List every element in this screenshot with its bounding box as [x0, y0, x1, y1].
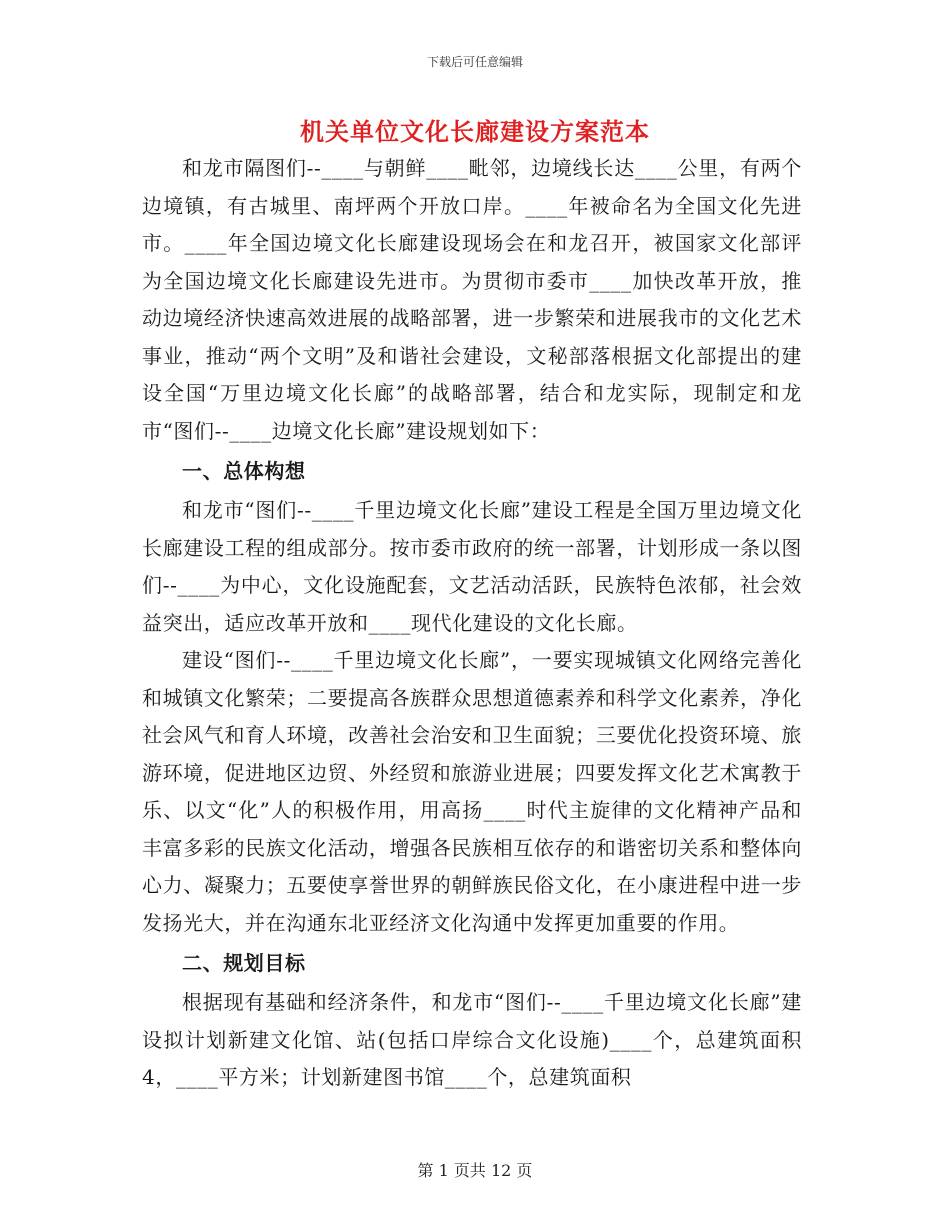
paragraph-intro: 和龙市隔图们--____与朝鲜____毗邻，边境线长达____公里，有两个边境镇，有古城里、南坪两个开放口岸。____年被命名为全国文化先进市。____年全国边境文化长廊建设现场会在和龙召开，被国家文化部评为全国边境文化长廊建设先进市。为贯彻市委市____加快改革开放，推动边境经济快速高效进展的战略部署，进一步繁荣和进展我市的文化艺术事业，推动“两个文明”及和谐社会建设，文秘部落根据文化部提出的建设全国“万里边境文化长廊”的战略部署，结合和龙实际，现制定和龙市“图们--____边境文化长廊”建设规划如下：: [142, 156, 802, 443]
document-body: [142, 150, 802, 1097]
page-number: 第 1 页共 12 页: [417, 1161, 533, 1180]
paragraph-construction-goals: 建设“图们--____千里边境文化长廊”，一要实现城镇文化网络完善化和城镇文化繁荣；二要提高各族群众思想道德素养和科学文化素养，净化社会风气和育人环境，改善社会治安和卫生面貌；三要优化投资环境、旅游环境，促进地区边贸、外经贸和旅游业进展；四要发挥文化艺术寓教于乐、以文“化”人的积极作用，用高扬____时代主旋律的文化精神产品和丰富多彩的民族文化活动，增强各民族相互依存的和谐密切关系和整体向心力、凝聚力；五要使享誉世界的朝鲜族民俗文化，在小康进程中进一步发扬光大，并在沟通东北亚经济文化沟通中发挥更加重要的作用。: [142, 648, 802, 935]
paragraph-overall-concept: 和龙市“图们--____千里边境文化长廊”建设工程是全国万里边境文化长廊建设工程的组成部分。按市委市政府的统一部署，计划形成一条以图们--____为中心，文化设施配套，文艺活动活跃，民族特色浓郁，社会效益突出，适应改革开放和____现代化建设的文化长廊。: [142, 498, 802, 635]
section-heading-overall-concept: 一、总体构想: [182, 459, 306, 483]
document-title: 机关单位文化长廊建设方案范本: [300, 117, 650, 146]
header-note: 下载后可任意编辑: [426, 55, 523, 69]
paragraph-planning-targets: 根据现有基础和经济条件，和龙市“图们--____千里边境文化长廊”建设拟计划新建文化馆、站(包括口岸综合文化设施)____个，总建筑面积4，____平方米；计划新建图书馆____个，总建筑面积: [142, 990, 802, 1089]
section-heading-planning-targets: 二、规划目标: [182, 951, 306, 975]
